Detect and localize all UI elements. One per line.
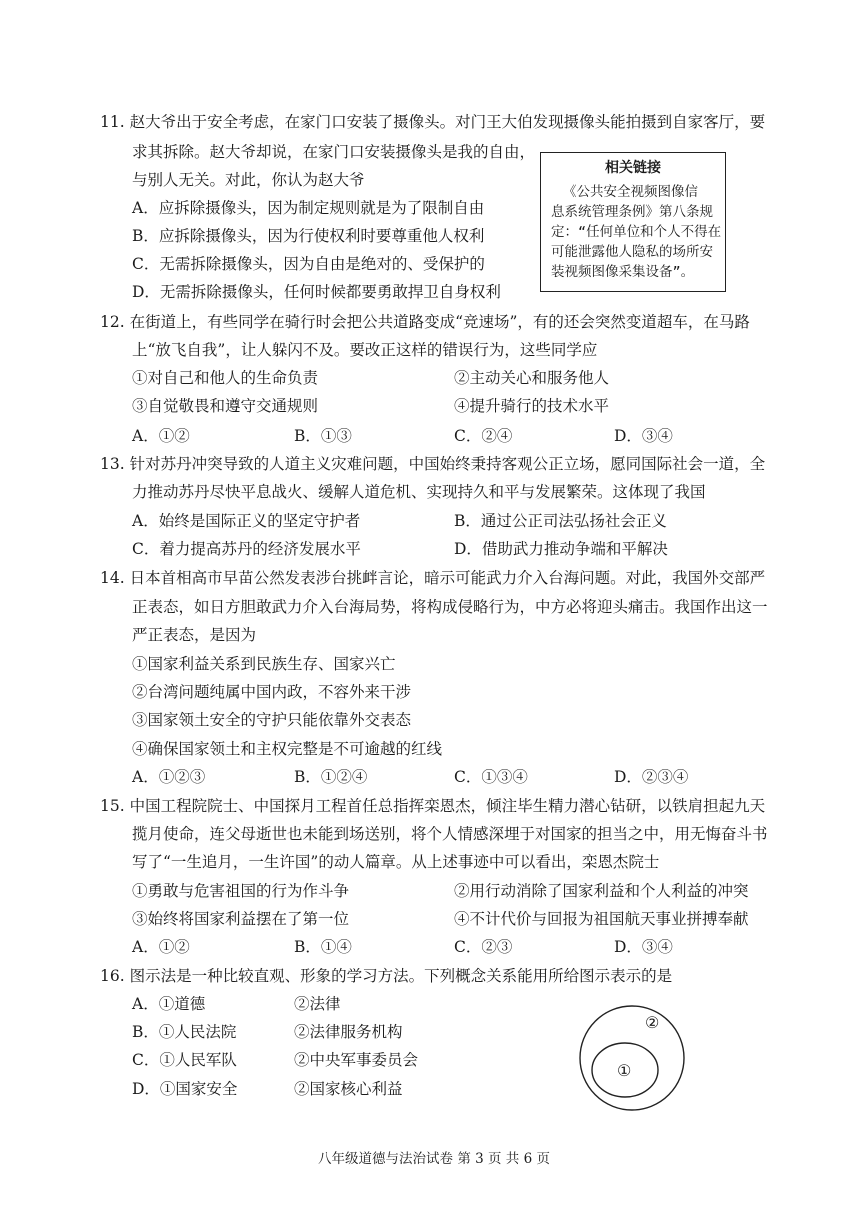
q14-line-1: 14. 日本首相高市早苗公然发表涉台挑衅言论，暗示可能武力介入台海问题。对此，我国外交部严 [100,569,766,587]
q11-option-d: D．无需拆除摄像头，任何时候都要勇敢捍卫自身权利 [132,283,501,301]
related-link-title: 相关链接 [605,160,661,176]
outer-circle-label: ② [645,1013,660,1032]
q12-option-b: B．①③ [294,427,352,445]
q14-line-2: 正表态，如日方胆敢武力介入台海局势，将构成侵略行为，中方必将迎头痛击。我国作出这一 [132,598,768,616]
q11-line-1: 11. 赵大爷出于安全考虑，在家门口安装了摄像头。对门王大伯发现摄像头能拍摄到自家客厅，要 [100,113,766,131]
q14-statement-3: ③国家领土安全的守护只能依靠外交表态 [132,711,412,729]
q13-option-d: D．借助武力推动争端和平解决 [454,540,668,558]
related-link-line-5: 装视频图像采集设备”。 [551,264,695,280]
q15-line-1: 15. 中国工程院院士、中国探月工程首任总指挥栾恩杰，倾注毕生精力潜心钻研，以铁肩担起九天 [100,797,766,815]
q12-statement-3: ③自觉敬畏和遵守交通规则 [132,397,319,415]
q16-option-a-second: ②法律 [294,995,341,1013]
q15-option-c: C．②③ [454,938,513,956]
q15-line-3: 写了“一生追月，一生许国”的动人篇章。从上述事迹中可以看出，栾恩杰院士 [132,853,660,871]
q11-line-3: 与别人无关。对此，你认为赵大爷 [132,171,365,189]
q14-option-d: D．②③④ [614,768,689,786]
q15-statement-1: ①勇敢与危害祖国的行为作斗争 [132,882,350,900]
inner-circle-label: ① [617,1061,632,1080]
q14-statement-2: ②台湾问题纯属中国内政，不容外来干涉 [132,683,412,701]
concept-relation-diagram [577,1002,689,1114]
q15-statement-3: ③始终将国家利益摆在了第一位 [132,910,350,928]
q12-statement-4: ④提升骑行的技术水平 [454,397,610,415]
q14-statement-4: ④确保国家领土和主权完整是不可逾越的红线 [132,740,443,758]
q11-option-a: A．应拆除摄像头，因为制定规则就是为了限制自由 [132,199,485,217]
q14-statement-1: ①国家利益关系到民族生存、国家兴亡 [132,655,396,673]
q16-option-c-second: ②中央军事委员会 [294,1051,419,1069]
q16-option-b-second: ②法律服务机构 [294,1023,403,1041]
q14-option-a: A．①②③ [132,768,206,786]
q12-line-1: 12. 在街道上，有些同学在骑行时会把公共道路变成“竞速场”，有的还会突然变道超车，在马路 [100,313,750,331]
related-link-box [540,152,726,292]
q15-line-2: 揽月使命，连父母逝世也未能到场送别，将个人情感深埋于对国家的担当之中，用无悔奋斗书 [132,825,768,843]
q16-option-b: B．①人民法院 [132,1023,237,1041]
q13-line-2: 力推动苏丹尽快平息战火、缓解人道危机、实现持久和平与发展繁荣。这体现了我国 [132,483,706,501]
q15-option-a: A．①② [132,938,190,956]
q12-statement-1: ①对自己和他人的生命负责 [132,369,319,387]
q11-option-b: B．应拆除摄像头，因为行使权利时要尊重他人权利 [132,227,485,245]
related-link-line-1: 《公共安全视频图像信 [563,184,698,200]
q15-option-b: B．①④ [294,938,352,956]
related-link-line-3: 定：“任何单位和个人不得在 [551,224,722,240]
related-link-line-4: 可能泄露他人隐私的场所安 [551,244,713,260]
q12-option-c: C．②④ [454,427,513,445]
page-footer: 八年级道德与法治试卷 第 3 页 共 6 页 [318,1151,550,1167]
q16-option-a: A．①道德 [132,995,206,1013]
q11-option-c: C．无需拆除摄像头，因为自由是绝对的、受保护的 [132,255,485,273]
q14-option-b: B．①②④ [294,768,368,786]
q11-line-2: 求其拆除。赵大爷却说，在家门口安装摄像头是我的自由， [132,143,536,161]
q16-option-d-second: ②国家核心利益 [294,1080,403,1098]
q12-option-d: D．③④ [614,427,673,445]
q12-statement-2: ②主动关心和服务他人 [454,369,610,387]
q16-option-d: D．①国家安全 [132,1080,238,1098]
q12-line-2: 上“放飞自我”，让人躲闪不及。要改正这样的错误行为，这些同学应 [132,341,598,359]
q14-option-c: C．①③④ [454,768,528,786]
q16-line-1: 16. 图示法是一种比较直观、形象的学习方法。下列概念关系能用所给图示表示的是 [100,967,673,985]
q15-option-d: D．③④ [614,938,673,956]
q13-option-b: B．通过公正司法弘扬社会正义 [454,512,667,530]
related-link-line-2: 息系统管理条例》第八条规 [551,204,713,220]
q15-statement-4: ④不计代价与回报为祖国航天事业拼搏奉献 [454,910,749,928]
q13-option-a: A．始终是国际正义的坚定守护者 [132,512,361,530]
q16-option-c: C．①人民军队 [132,1051,237,1069]
q14-line-3: 严正表态，是因为 [132,626,257,644]
q13-line-1: 13. 针对苏丹冲突导致的人道主义灾难问题，中国始终秉持客观公正立场，愿同国际社会一道，全 [100,455,766,473]
q15-statement-2: ②用行动消除了国家利益和个人利益的冲突 [454,882,749,900]
q13-option-c: C．着力提高苏丹的经济发展水平 [132,540,361,558]
q12-option-a: A．①② [132,427,190,445]
